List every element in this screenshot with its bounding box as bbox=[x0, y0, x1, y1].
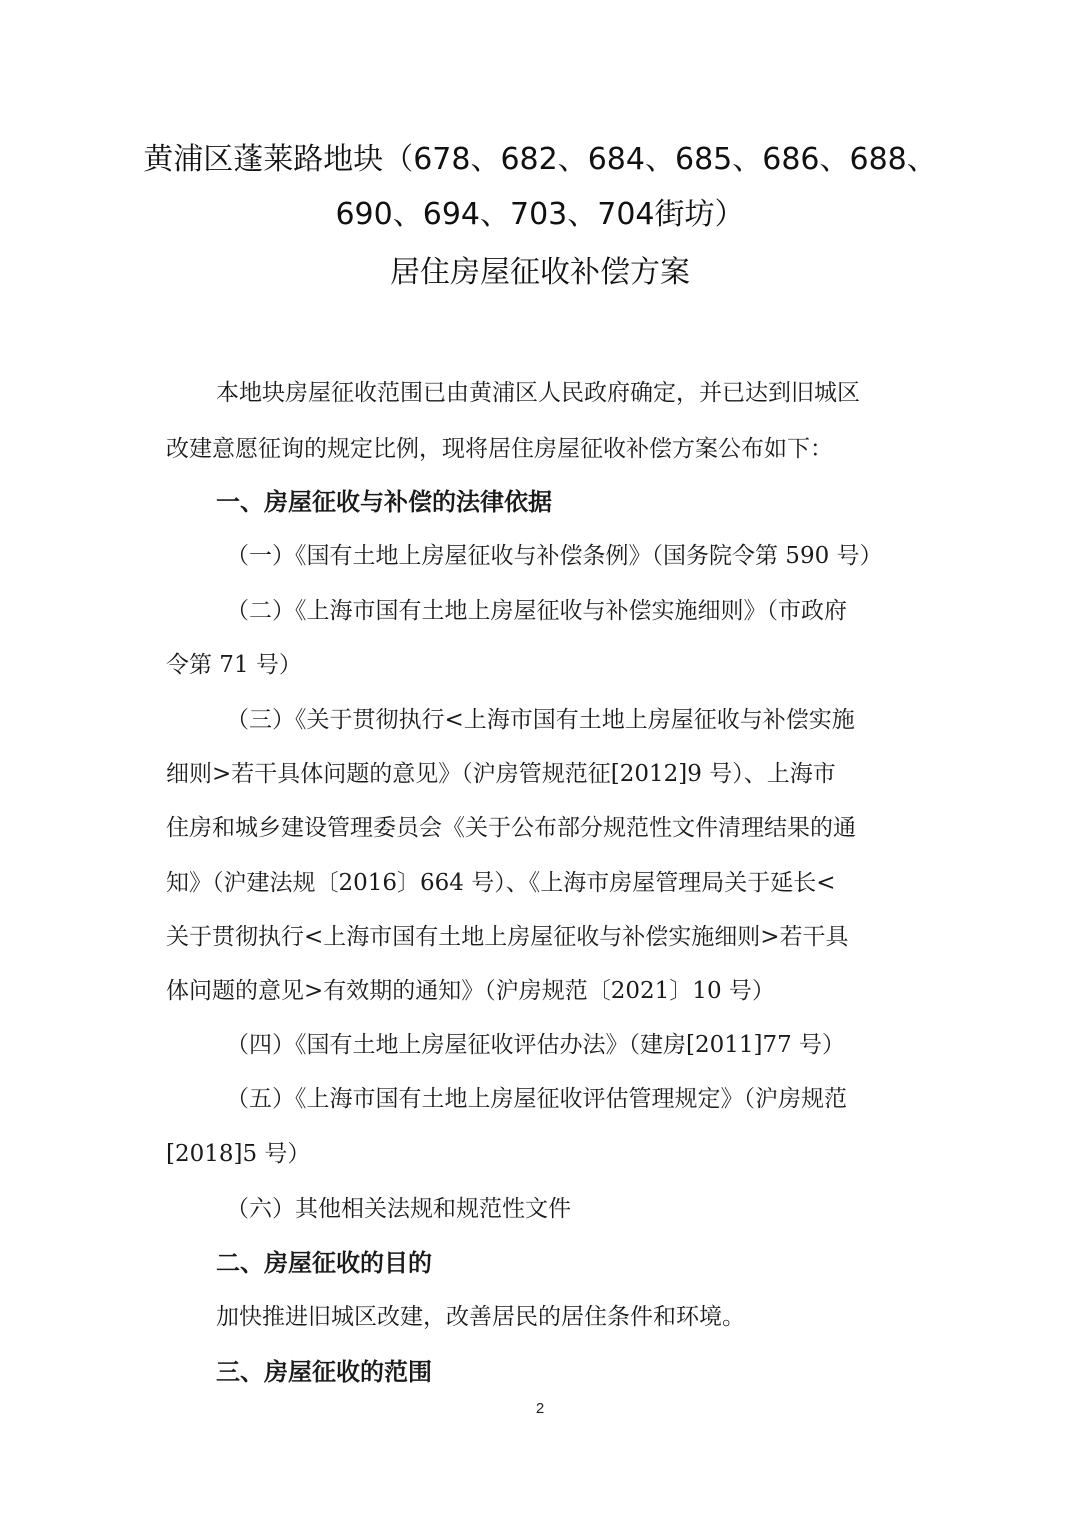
basis-item-3-line-2: 细则>若干具体问题的意见》（沪房管规范征[2012]9 号）、上海市 bbox=[166, 761, 836, 787]
document-title-line-3: 居住房屋征收补偿方案 bbox=[390, 255, 690, 290]
basis-item-3-line-3: 住房和城乡建设管理委员会《关于公布部分规范性文件清理结果的通 bbox=[166, 815, 856, 841]
basis-item-1: （一）《国有土地上房屋征收与补偿条例》（国务院令第 590 号） bbox=[226, 543, 883, 569]
page-number: 2 bbox=[535, 1400, 545, 1417]
basis-item-3-line-1: （三）《关于贯彻执行<上海市国有土地上房屋征收与补偿实施 bbox=[226, 707, 855, 733]
basis-item-2-line-1: （二）《上海市国有土地上房屋征收与补偿实施细则》（市政府 bbox=[226, 598, 847, 624]
section-2-heading: 二、房屋征收的目的 bbox=[216, 1249, 432, 1277]
basis-item-4: （四）《国有土地上房屋征收评估办法》（建房[2011]77 号） bbox=[226, 1032, 846, 1058]
document-title-line-1: 黄浦区蓬莱路地块（678、682、684、685、686、688、 bbox=[143, 142, 937, 177]
section-1-heading: 一、房屋征收与补偿的法律依据 bbox=[216, 488, 552, 516]
basis-item-3-line-6: 体问题的意见>有效期的通知》（沪房规范〔2021〕10 号） bbox=[166, 978, 775, 1004]
basis-item-6: （六）其他相关法规和规范性文件 bbox=[226, 1196, 571, 1222]
basis-item-3-line-5: 关于贯彻执行<上海市国有土地上房屋征收与补偿实施细则>若干具 bbox=[166, 924, 849, 950]
document-title-line-2: 690、694、703、704街坊） bbox=[335, 197, 745, 232]
intro-line-2: 改建意愿征询的规定比例，现将居住房屋征收补偿方案公布如下： bbox=[166, 436, 833, 462]
section-3-heading: 三、房屋征收的范围 bbox=[216, 1358, 432, 1386]
basis-item-5-line-1: （五）《上海市国有土地上房屋征收评估管理规定》（沪房规范 bbox=[226, 1086, 847, 1112]
intro-line-1: 本地块房屋征收范围已由黄浦区人民政府确定，并已达到旧城区 bbox=[216, 380, 860, 406]
basis-item-2-line-2: 令第 71 号） bbox=[166, 652, 302, 678]
section-2-text: 加快推进旧城区改建，改善居民的居住条件和环境。 bbox=[216, 1304, 745, 1330]
basis-item-3-line-4: 知》（沪建法规〔2016〕664 号）、《上海市房屋管理局关于延长< bbox=[166, 870, 836, 896]
basis-item-5-line-2: [2018]5 号） bbox=[166, 1141, 311, 1167]
